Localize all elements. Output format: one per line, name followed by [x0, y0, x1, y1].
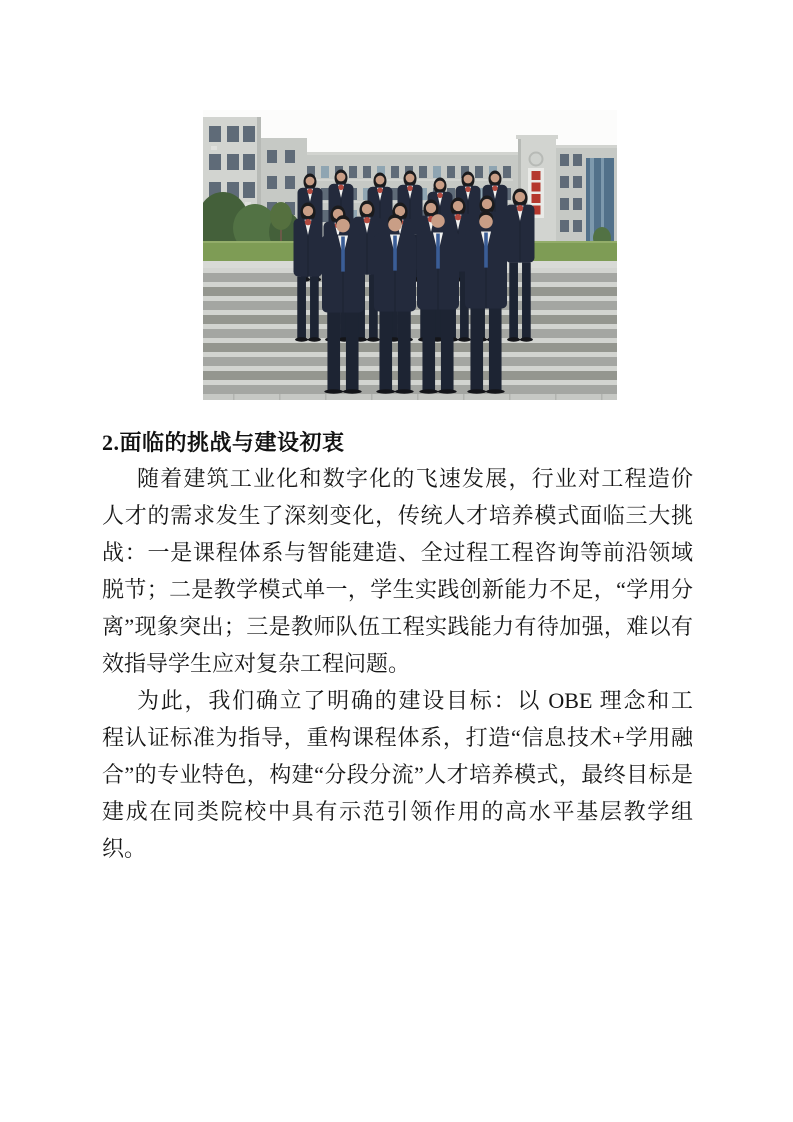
paragraph-2-line-3: 合”的专业特色，构建“分段分流”人才培养模式，最终目标是 — [102, 762, 693, 787]
group-photo-illustration — [203, 110, 617, 400]
paragraph-1-line-5: 离”现象突出；三是教师队伍工程实践能力有待加强，难以有 — [102, 614, 693, 639]
paragraph-1-line-6: 效指导学生应对复杂工程问题。 — [102, 651, 411, 676]
paragraph-2-line-2: 程认证标准为指导，重构课程体系，打造“信息技术+学用融 — [102, 725, 693, 750]
section-heading: 2.面临的挑战与建设初衷 — [102, 430, 345, 455]
faculty-group-photo — [203, 110, 617, 400]
body-text — [102, 460, 693, 867]
paragraph-2-line-1: 为此，我们确立了明确的建设目标：以 OBE 理念和工 — [137, 688, 693, 713]
paragraph-2-line-4: 建成在同类院校中具有示范引领作用的高水平基层教学组 — [102, 799, 693, 824]
paragraph-1-line-2: 人才的需求发生了深刻变化，传统人才培养模式面临三大挑 — [102, 503, 693, 528]
paragraph-1-line-3: 战：一是课程体系与智能建造、全过程工程咨询等前沿领域 — [102, 540, 693, 565]
paragraph-2-line-5: 织。 — [102, 836, 147, 861]
paragraph-1-line-4: 脱节；二是教学模式单一，学生实践创新能力不足，“学用分 — [102, 577, 693, 602]
text-column — [102, 400, 693, 867]
paragraph-1-line-1: 随着建筑工业化和数字化的飞速发展，行业对工程造价 — [137, 466, 693, 491]
